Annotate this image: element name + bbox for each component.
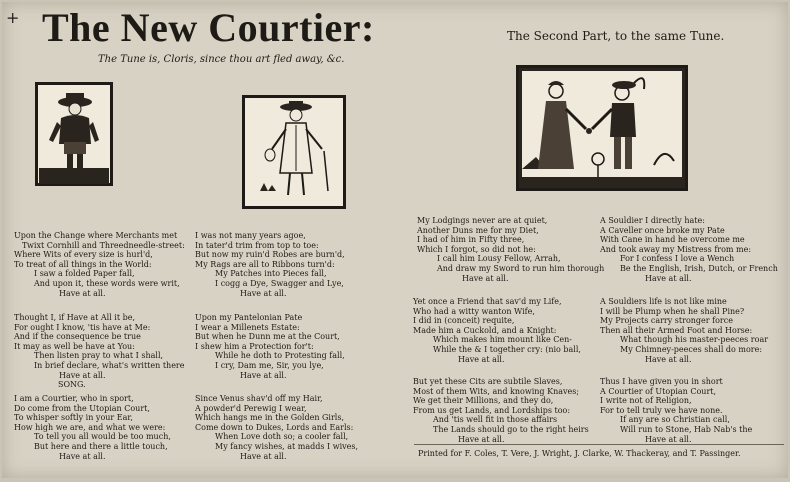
verse-line: But here and there a little touch, <box>34 441 168 451</box>
verse-line: My Projects carry stronger force <box>600 316 733 326</box>
couple-figures-icon <box>516 65 688 191</box>
verse-line: Thus I have given you in short <box>600 377 723 386</box>
verse-5 <box>14 394 171 461</box>
verse-line: I did in (conceit) requite, <box>413 316 515 326</box>
verse-line: I wear a Millenets Estate: <box>195 322 300 332</box>
verse-line: In brief declare, what's written there <box>34 360 185 370</box>
verse-line: While he doth to Protesting fall, <box>215 351 345 361</box>
verse-line: Who had a witty wanton Wife, <box>413 306 535 316</box>
verse-line: Thought I, if Have at All it be, <box>14 313 136 322</box>
verse-line: When Love doth so; a cooler fall, <box>215 432 349 442</box>
verse-9 <box>413 297 581 364</box>
verse-line: To whisper softly in your Ear, <box>14 413 133 423</box>
verse-line: A Souldier I directly hate: <box>600 216 705 225</box>
verse-line: Do come from the Utopian Court, <box>14 403 150 413</box>
verse-line: Have at all. <box>458 354 505 364</box>
verse-line: I cry, Dam me, Sir, you lye, <box>215 360 324 370</box>
verse-line: Have at all. <box>59 370 106 380</box>
verse-line: Have at all. <box>59 288 106 298</box>
verse-line: My Patches into Pieces fall, <box>215 269 327 279</box>
page-title: The New Courtier: <box>42 5 375 50</box>
verse-12 <box>600 377 752 444</box>
verse-line: From us get Lands, and Lordships too: <box>413 405 571 415</box>
verse-line: Have at all. <box>645 273 692 283</box>
verse-line: And upon it, these words were writ, <box>34 278 180 288</box>
verse-line: How high we are, and what we were: <box>14 422 166 432</box>
verse-line: Another Duns me for my Diet, <box>417 225 539 235</box>
verse-6 <box>195 394 358 461</box>
verse-line: Yet once a Friend that sav'd my Life, <box>413 297 562 306</box>
verse-line: To tell you all would be too much, <box>34 432 171 442</box>
verse-line: My Lodgings never are at quiet, <box>417 216 548 225</box>
verse-line: Which hangs me in the Golden Girls, <box>195 413 345 423</box>
verse-line: For to tell truly we have none. <box>600 405 723 415</box>
second-part-heading: The Second Part, to the same Tune. <box>507 29 725 43</box>
verse-line: We get their Millions, and they do, <box>413 396 554 406</box>
verse-line: To treat of all things in the World: <box>14 259 152 269</box>
verse-line: I am a Courtier, who in sport, <box>14 394 134 403</box>
verse-line: While the & I together cry: (nio ball, <box>433 344 581 354</box>
verse-10 <box>600 297 768 364</box>
cavalier-figure-icon <box>35 82 113 186</box>
verse-line: But yet these Cits are subtile Slaves, <box>413 377 563 386</box>
verse-line: I call him Lousy Fellow, Arrah, <box>437 254 561 264</box>
verse-line: My Chimney-peeces shall do more: <box>620 344 763 354</box>
verse-line: And if the consequence be true <box>14 332 141 342</box>
verse-line: The Lands should go to the right heirs <box>433 424 589 434</box>
verse-line: If any are so Christian call, <box>620 415 730 425</box>
verse-line: Be the English, Irish, Dutch, or French <box>620 263 778 273</box>
verse-line: Come down to Dukes, Lords and Earls: <box>195 422 354 432</box>
couple-woodcut <box>516 65 688 191</box>
verse-4 <box>195 313 345 380</box>
verse-line: A Souldiers life is not like mine <box>600 297 727 306</box>
verse-line: Have at all. <box>240 288 287 298</box>
verse-line: Then listen pray to what I shall, <box>34 351 164 361</box>
verse-line: Have at all. <box>59 451 106 461</box>
verse-1 <box>14 231 185 298</box>
verse-line: But when he Dunn me at the Court, <box>195 332 340 342</box>
tune-line: The Tune is, Cloris, since thou art fled away, &c. <box>98 54 345 65</box>
verse-line: Have at all. <box>240 370 287 380</box>
verse-line: Upon my Pantelonian Pate <box>195 313 303 322</box>
verse-3 <box>14 313 185 380</box>
verse-line: I had of him in Fifty three, <box>417 235 525 245</box>
verse-line: With Cane in hand he overcome me <box>600 235 745 245</box>
verse-line: For I confess I love a Wench <box>620 254 735 264</box>
verse-line: Upon the Change where Merchants met <box>14 231 178 240</box>
verse-line: I shew him a Protection for't: <box>195 341 314 351</box>
verse-8 <box>600 216 778 283</box>
song-heading: SONG. <box>58 380 86 389</box>
imprint-line: Printed for F. Coles, T. Vere, J. Wright, J. Clarke, W. Thackeray, and T. Passinger. <box>418 449 741 458</box>
verse-line: Have at all. <box>645 354 692 364</box>
verse-line: And 'tis well fit in those affairs <box>433 415 558 425</box>
verse-line: I was not many years agoe, <box>195 231 306 240</box>
verse-line: My Rags are all to Ribbons turn'd: <box>195 259 335 269</box>
verse-7 <box>417 216 604 283</box>
verse-line: Most of them Wits, and knowing Knaves; <box>413 386 580 396</box>
verse-line: A Courtier of Utopian Court, <box>600 386 717 396</box>
verse-2 <box>195 231 345 298</box>
verse-line: Where Wits of every size is hurl'd, <box>14 250 153 260</box>
verse-line: It may as well be have at You: <box>14 341 135 351</box>
verse-line: Made him a Cuckold, and a Knight: <box>413 325 557 335</box>
verse-line: And took away my Mistress from me: <box>600 244 752 254</box>
verse-line: Twixt Cornhill and Threedneedle-street: <box>22 240 185 250</box>
verse-line: Have at all. <box>458 434 505 444</box>
verse-line: Have at all. <box>462 273 509 283</box>
verse-line: I saw a folded Paper fall, <box>34 269 135 279</box>
verse-line: My fancy wishes, at madds I wives, <box>215 441 359 451</box>
verse-line: I will be Plump when he shall Pine? <box>600 306 745 316</box>
verse-line: I write not of Religion, <box>600 396 692 406</box>
verse-line: Since Venus shav'd off my Hair, <box>195 394 323 403</box>
verse-line: Then all their Armed Foot and Horse: <box>600 325 753 335</box>
gentleman-woodcut <box>242 95 346 209</box>
verse-line: What though his master-peeces roar <box>620 335 769 345</box>
verse-line: In tater'd trim from top to toe: <box>195 240 319 250</box>
cavalier-woodcut <box>35 82 113 186</box>
verse-line: A Caveller once broke my Pate <box>600 225 725 235</box>
broadside-sheet <box>2 2 788 478</box>
verse-line: And draw my Sword to run him thorough <box>437 263 605 273</box>
verse-line: Have at all. <box>240 451 287 461</box>
verse-11 <box>413 377 589 444</box>
verse-line: Which makes him mount like Cen- <box>433 335 572 345</box>
verse-line: Have at all. <box>645 434 692 444</box>
imprint-rule <box>414 444 784 445</box>
verse-line: Which I forgot, so did not he: <box>417 244 536 254</box>
verse-line: But now my ruin'd Robes are burn'd, <box>195 250 345 260</box>
verse-line: I cogg a Dye, Swagger and Lye, <box>215 278 344 288</box>
cross-mark: + <box>6 8 20 27</box>
gentleman-figure-icon <box>242 95 346 209</box>
verse-line: Will run to Stone, Hab Nab's the <box>620 424 753 434</box>
verse-line: A powder'd Perewig I wear, <box>195 403 307 413</box>
verse-line: For ought I know, 'tis have at Me: <box>14 322 151 332</box>
